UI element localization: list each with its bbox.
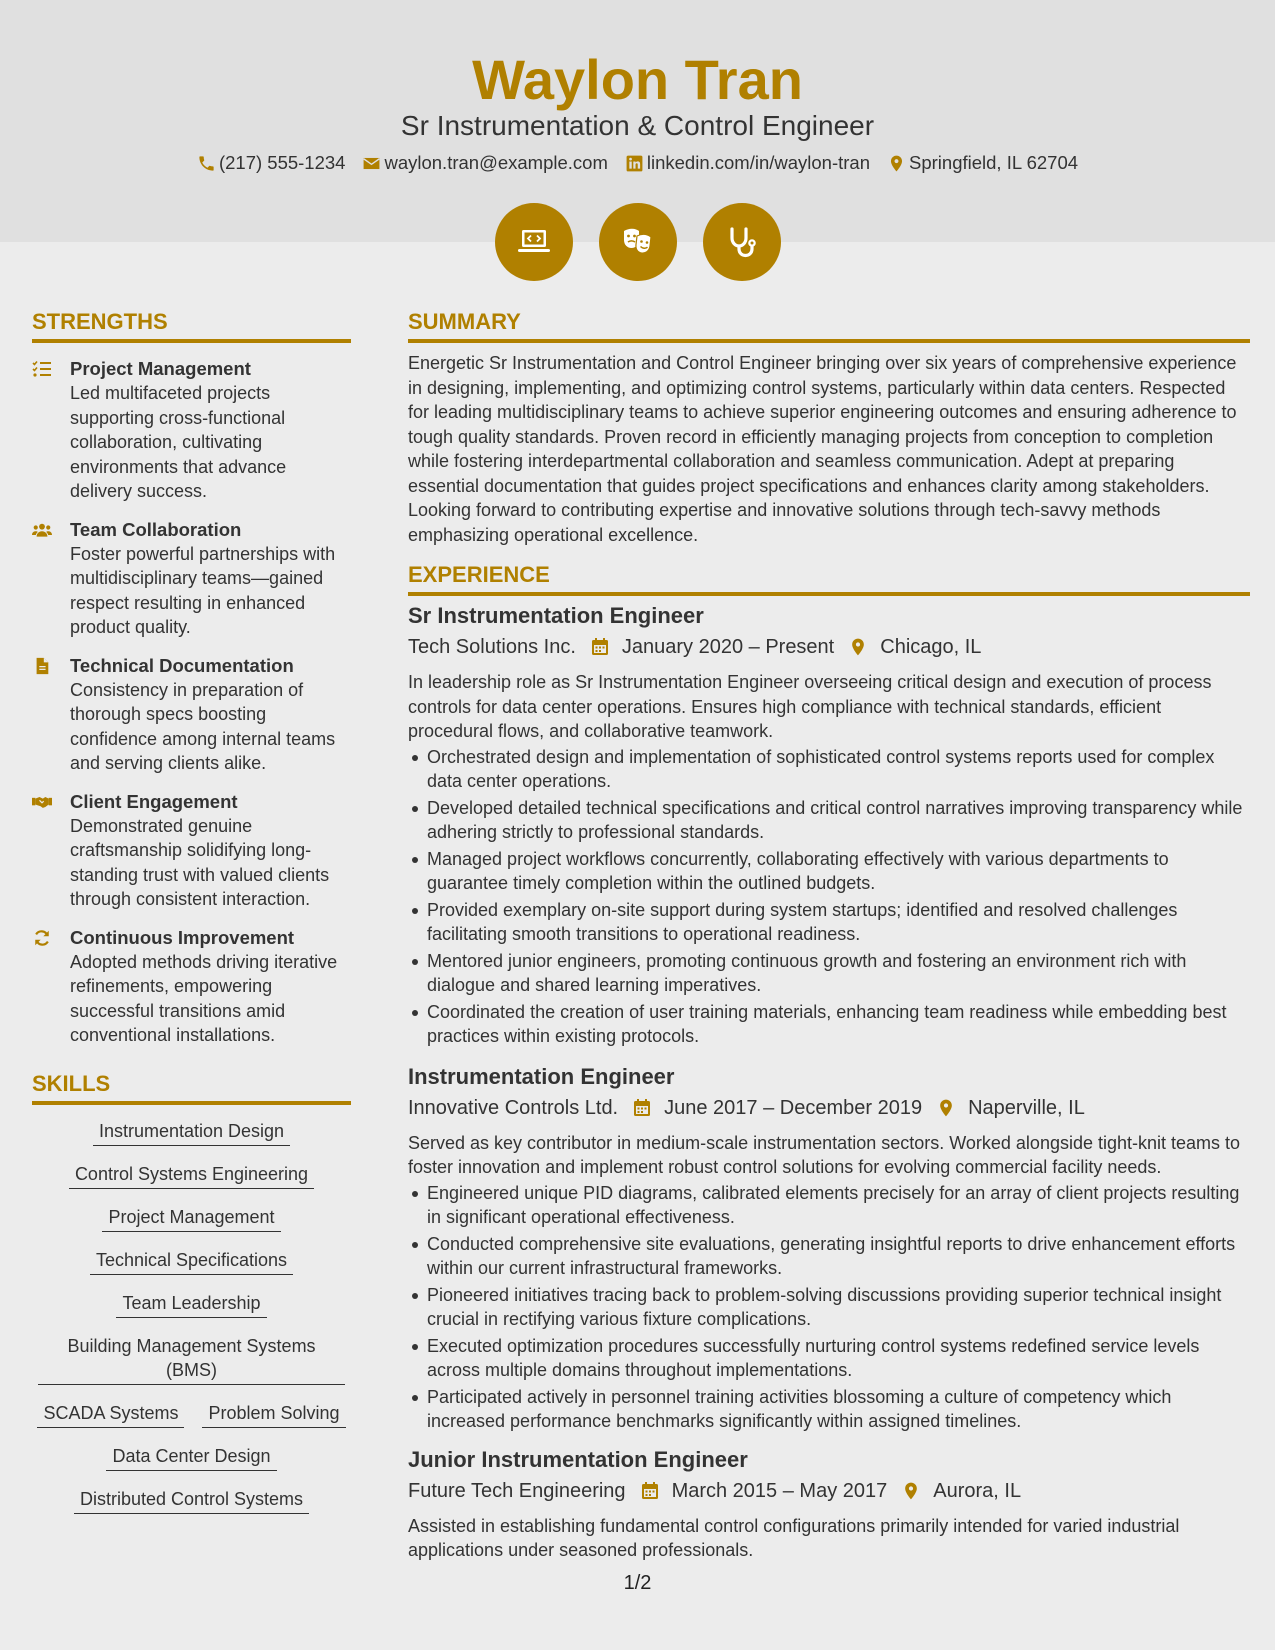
job-company: Innovative Controls Ltd. (408, 1096, 619, 1119)
job-bullet: Engineered unique PID diagrams, calibrated elements precisely for an array of client projects resulting in significant operational effectiveness. (408, 1181, 1250, 1230)
interest-badges (0, 203, 1275, 281)
users-icon (32, 521, 52, 539)
job-desc: Assisted in establishing fundamental control configurations primarily intended for varied industrial applications under seasoned professionals. (408, 1515, 1180, 1560)
job-bullets (408, 745, 1250, 1049)
file-icon (32, 657, 52, 675)
strength-title: Continuous Improvement (70, 926, 295, 948)
skill-tag: SCADA Systems (37, 1401, 184, 1428)
strength-item (32, 790, 351, 912)
strength-item (32, 518, 351, 640)
sync-icon (32, 929, 52, 947)
job-meta (408, 1477, 1250, 1505)
skill-tag: Technical Specifications (90, 1248, 293, 1275)
skill-tag: Project Management (102, 1205, 280, 1232)
calendar-icon (640, 1481, 660, 1501)
stethoscope-icon (722, 222, 762, 262)
map-pin-icon (901, 1481, 921, 1501)
skill-tag: Problem Solving (202, 1401, 345, 1428)
job-company: Future Tech Engineering (408, 1479, 626, 1502)
strength-desc: Consistency in preparation of thorough specs boosting confidence among internal teams and serving clients alike. (70, 679, 336, 773)
candidate-name: Waylon Tran (472, 48, 803, 111)
strength-desc: Adopted methods driving iterative refinements, empowering successful transitions amid conventional installations. (70, 951, 338, 1045)
email-text: waylon.tran@example.com (384, 152, 608, 173)
laptop-code-icon (514, 222, 554, 262)
phone-text: (217) 555-1234 (218, 152, 346, 173)
skill-tag: Distributed Control Systems (74, 1487, 309, 1514)
job-title: Sr Instrumentation Engineer (408, 603, 704, 628)
stethoscope-badge (703, 203, 781, 281)
strength-title: Team Collaboration (70, 518, 242, 540)
job-location: Aurora, IL (933, 1479, 1022, 1502)
job-desc: In leadership role as Sr Instrumentation Engineer overseeing critical design and execution of process controls for data center operations. Ensures high compliance with technical standards, efficient procedural flows, and collaborative teamwork. (408, 672, 1212, 741)
strengths-list (32, 357, 351, 1048)
contact-location (887, 151, 1078, 175)
phone-icon (197, 154, 216, 173)
job-meta (408, 1094, 1250, 1122)
strengths-heading: STRENGTHS (32, 308, 351, 343)
job-bullet: Coordinated the creation of user training materials, enhancing team readiness while embedding best practices within existing protocols. (408, 1000, 1250, 1049)
job-bullets (408, 1181, 1250, 1434)
strength-title: Client Engagement (70, 790, 238, 812)
envelope-icon (362, 154, 381, 173)
skill-tag: Control Systems Engineering (69, 1162, 314, 1189)
summary-text: Energetic Sr Instrumentation and Control Engineer bringing over six years of comprehensive experience in designing, implementing, and optimizing control systems, particularly within data centers. Respected for leading multidisciplinary teams to achieve superior engineering outcomes and ensuring adherence to tough quality standards. Proven record in efficiently managing projects from conception to completion while fostering interdepartmental collaboration and seamless communication. Adept at preparing essential documentation that guides project specifications and enhances clarity among stakeholders. Looking forward to contributing expertise and innovative solutions through tech-savvy methods emphasizing operational excellence. (408, 353, 1237, 545)
job-meta (408, 633, 1250, 661)
job-location: Chicago, IL (880, 636, 982, 658)
map-pin-icon (936, 1098, 956, 1118)
job-bullet: Orchestrated design and implementation of sophisticated control systems reports used for complex data center operations. (408, 745, 1250, 794)
contact-email[interactable] (362, 151, 607, 175)
skill-tag: Team Leadership (116, 1291, 266, 1318)
theater-masks-badge (599, 203, 677, 281)
job-bullet: Provided exemplary on-site support during system startups; identified and resolved challenges facilitating smooth transitions to operational readiness. (408, 898, 1250, 947)
calendar-icon (590, 637, 610, 657)
contact-phone[interactable] (197, 151, 346, 175)
job-dates: January 2020 – Present (621, 636, 835, 658)
job-bullet: Participated actively in personnel training activities blossoming a culture of competency which increased performance benchmarks significantly within assigned timelines. (408, 1385, 1250, 1434)
experience-heading: EXPERIENCE (408, 561, 1250, 596)
strength-item (32, 654, 351, 776)
skills-list (32, 1119, 351, 1530)
job-title: Junior Instrumentation Engineer (408, 1446, 748, 1472)
linkedin-icon (625, 154, 644, 173)
job-entry (408, 602, 1250, 1049)
job-bullet: Executed optimization procedures successfully nurturing control systems redefined service levels across multiple domains throughout implementations. (408, 1334, 1250, 1383)
job-bullet: Conducted comprehensive site evaluations, generating insightful reports to drive enhancement efforts within our current infrastructural frameworks. (408, 1232, 1250, 1281)
skill-tag: Building Management Systems (BMS) (38, 1334, 345, 1385)
job-bullet: Pioneered initiatives tracing back to problem-solving discussions providing superior technical insight crucial in rectifying various fixture complications. (408, 1283, 1250, 1332)
job-entry (408, 1063, 1250, 1434)
job-bullet: Mentored junior engineers, promoting continuous growth and fostering an environment rich with dialogue and shared learning imperatives. (408, 949, 1250, 998)
strength-desc: Foster powerful partnerships with multidisciplinary teams—gained respect resulting in enhanced product quality. (70, 543, 336, 637)
page-number: 1/2 (623, 1572, 652, 1594)
skill-tag: Data Center Design (106, 1444, 276, 1471)
job-title: Instrumentation Engineer (408, 1063, 675, 1089)
strength-desc: Led multifaceted projects supporting cross-functional collaboration, cultivating environments that advance delivery success. (70, 383, 287, 501)
strength-title: Technical Documentation (70, 654, 294, 676)
summary-heading: SUMMARY (408, 308, 1250, 343)
calendar-icon (632, 1098, 652, 1118)
laptop-code-badge (495, 203, 573, 281)
job-bullet: Managed project workflows concurrently, collaborating effectively with various departments to guarantee timely completion within the outlined budgets. (408, 847, 1250, 896)
list-check-icon (32, 360, 52, 378)
map-pin-icon (848, 637, 868, 657)
skills-heading: SKILLS (32, 1070, 351, 1105)
theater-masks-icon (618, 222, 658, 262)
contact-bar (0, 151, 1275, 175)
right-column (408, 308, 1250, 1563)
strength-item (32, 357, 351, 504)
map-pin-icon (887, 154, 906, 173)
job-dates: March 2015 – May 2017 (671, 1479, 888, 1502)
strength-title: Project Management (70, 358, 251, 379)
handshake-icon (32, 793, 52, 811)
location-text: Springfield, IL 62704 (909, 152, 1079, 173)
strength-desc: Demonstrated genuine craftsmanship solidifying long-standing trust with valued clients through consistent interaction. (70, 815, 330, 909)
resume-header (0, 0, 1275, 242)
job-entry (408, 1446, 1250, 1563)
job-location: Naperville, IL (968, 1096, 1085, 1119)
left-column (32, 308, 351, 1530)
job-dates: June 2017 – December 2019 (664, 1096, 923, 1119)
candidate-title: Sr Instrumentation & Control Engineer (400, 110, 875, 141)
job-desc: Served as key contributor in medium-scale instrumentation sectors. Worked alongside tight-knit teams to foster innovation and implement robust control solutions for evolving commercial facility needs. (408, 1132, 1241, 1177)
contact-linkedin[interactable] (625, 151, 870, 175)
job-company: Tech Solutions Inc. (408, 636, 576, 658)
linkedin-text: linkedin.com/in/waylon-tran (646, 152, 871, 173)
job-bullet: Developed detailed technical specifications and critical control narratives improving transparency while adhering strictly to professional standards. (408, 796, 1250, 845)
strength-item (32, 926, 351, 1048)
skill-tag: Instrumentation Design (93, 1119, 290, 1146)
